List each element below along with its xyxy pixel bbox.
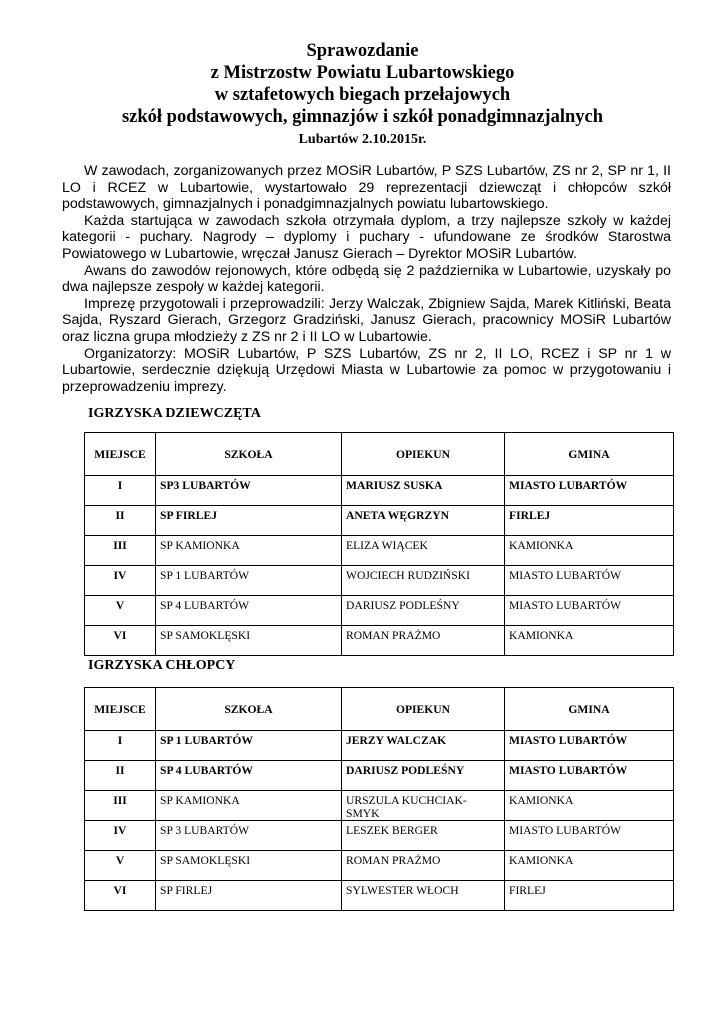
coach-cell: LESZEK BERGER <box>342 821 505 851</box>
school-cell: SP SAMOKLĘSKI <box>156 851 342 881</box>
table-row <box>85 536 674 566</box>
table-row <box>85 791 674 821</box>
commune-cell: KAMIONKA <box>505 791 674 821</box>
school-cell: SP FIRLEJ <box>156 506 342 536</box>
commune-cell: KAMIONKA <box>505 626 674 656</box>
school-cell: SP 4 LUBARTÓW <box>156 596 342 626</box>
commune-cell: MIASTO LUBARTÓW <box>505 596 674 626</box>
place-cell: II <box>85 761 156 791</box>
commune-cell: MIASTO LUBARTÓW <box>505 821 674 851</box>
coach-cell: DARIUSZ PODLEŚNY <box>342 761 505 791</box>
report-title: Sprawozdanie <box>306 41 419 61</box>
coach-cell: ANETA WĘGRZYN <box>342 506 505 536</box>
commune-cell: FIRLEJ <box>505 881 674 911</box>
table-row <box>85 566 674 596</box>
coach-cell: DARIUSZ PODLEŚNY <box>342 596 505 626</box>
coach-cell: WOJCIECH RUDZIŃSKI <box>342 566 505 596</box>
school-cell: SP3 LUBARTÓW <box>156 476 342 506</box>
table-row <box>85 881 674 911</box>
school-cell: SP 4 LUBARTÓW <box>156 761 342 791</box>
column-header-commune: GMINA <box>505 433 674 476</box>
place-cell: V <box>85 851 156 881</box>
coach-cell: ROMAN PRAŻMO <box>342 851 505 881</box>
table-row <box>85 851 674 881</box>
commune-cell: MIASTO LUBARTÓW <box>505 761 674 791</box>
commune-cell: MIASTO LUBARTÓW <box>505 566 674 596</box>
school-cell: SP KAMIONKA <box>156 536 342 566</box>
paragraph-awards: Każda startująca w zawodach szkoła otrzymała dyplom, a trzy najlepsze szkoły w każdej kategorii - puchary. Nagrody – dyplomy i puchary - ufundowane ze środków Starostwa Powiatowego w Lubartowie, wręczał Janusz Gierach – Dyrektor MOSiR Lubartów. <box>62 212 671 262</box>
coach-cell: JERZY WALCZAK <box>342 731 505 761</box>
paragraph-organizers-staff: Imprezę przygotowali i przeprowadzili: Jerzy Walczak, Zbigniew Sajda, Marek Kitliński, Beata Sajda, Ryszard Gierach, Grzegorz Gradziński, Janusz Gierach, pracownicy MOSiR Lubartów oraz liczna grupa młodzieży z ZS nr 2 i II LO w Lubartowie. <box>62 295 671 345</box>
place-cell: IV <box>85 566 156 596</box>
place-cell: III <box>85 791 156 821</box>
table-row <box>85 626 674 656</box>
table-header-row <box>85 688 674 731</box>
place-cell: I <box>85 476 156 506</box>
school-cell: SP 1 LUBARTÓW <box>156 731 342 761</box>
table-row <box>85 761 674 791</box>
school-cell: SP 1 LUBARTÓW <box>156 566 342 596</box>
paragraph-intro: W zawodach, zorganizowanych przez MOSiR Lubartów, P SZS Lubartów, ZS nr 2, SP nr 1, II LO i RCEZ w Lubartowie, wystartowało 29 reprezentacji dziewcząt i chłopców szkół podstawowych, gimnazjalnych i ponadgimnazjalnych powiatu lubartowskiego. <box>62 163 671 213</box>
column-header-place: MIEJSCE <box>85 688 156 731</box>
report-title-line-4: szkół podstawowych, gimnazjów i szkół ponadgimnazjalnych <box>121 107 604 127</box>
commune-cell: KAMIONKA <box>505 851 674 881</box>
place-cell: VI <box>85 626 156 656</box>
paragraph-thanks: Organizatorzy: MOSiR Lubartów, P SZS Lubartów, ZS nr 2, II LO, RCEZ i SP nr 1 w Lubartowie, serdecznie dziękują Urzędowi Miasta w Lubartowie za pomoc w przygotowaniu i przeprowadzeniu imprezy. <box>62 345 671 395</box>
paragraph-advancement: Awans do zawodów rejonowych, które odbędą się 2 października w Lubartowie, uzyskały po dwa najlepsze zespoły w każdej kategorii. <box>62 262 671 296</box>
report-body <box>62 163 671 395</box>
report-title-line-2: z Mistrzostw Powiatu Lubartowskiego <box>210 63 515 83</box>
commune-cell: MIASTO LUBARTÓW <box>505 731 674 761</box>
column-header-school: SZKOŁA <box>156 688 342 731</box>
column-header-place: MIEJSCE <box>85 433 156 476</box>
place-cell: V <box>85 596 156 626</box>
table-row <box>85 476 674 506</box>
school-cell: SP SAMOKLĘSKI <box>156 626 342 656</box>
place-and-date: Lubartów 2.10.2015r. <box>298 132 427 147</box>
table-header-row <box>85 433 674 476</box>
coach-cell: SYLWESTER WŁOCH <box>342 881 505 911</box>
place-cell: VI <box>85 881 156 911</box>
column-header-school: SZKOŁA <box>156 433 342 476</box>
column-header-coach: OPIEKUN <box>342 433 505 476</box>
place-cell: III <box>85 536 156 566</box>
column-header-commune: GMINA <box>505 688 674 731</box>
table-row <box>85 506 674 536</box>
coach-cell: MARIUSZ SUSKA <box>342 476 505 506</box>
boys-results-table <box>84 687 674 911</box>
place-cell: IV <box>85 821 156 851</box>
commune-cell: FIRLEJ <box>505 506 674 536</box>
column-header-coach: OPIEKUN <box>342 688 505 731</box>
place-cell: I <box>85 731 156 761</box>
coach-cell: ROMAN PRAŻMO <box>342 626 505 656</box>
table-row <box>85 821 674 851</box>
place-cell: II <box>85 506 156 536</box>
commune-cell: KAMIONKA <box>505 536 674 566</box>
girls-results-table <box>84 432 674 656</box>
boys-section-heading: IGRZYSKA CHŁOPCY <box>88 658 236 673</box>
coach-cell: URSZULA KUCHCIAK-SMYK <box>342 791 505 821</box>
table-row <box>85 731 674 761</box>
report-title-line-3: w sztafetowych biegach przełajowych <box>214 85 511 105</box>
girls-section-heading: IGRZYSKA DZIEWCZĘTA <box>88 406 261 421</box>
school-cell: SP 3 LUBARTÓW <box>156 821 342 851</box>
coach-cell: ELIZA WIĄCEK <box>342 536 505 566</box>
table-row <box>85 596 674 626</box>
school-cell: SP FIRLEJ <box>156 881 342 911</box>
school-cell: SP KAMIONKA <box>156 791 342 821</box>
commune-cell: MIASTO LUBARTÓW <box>505 476 674 506</box>
